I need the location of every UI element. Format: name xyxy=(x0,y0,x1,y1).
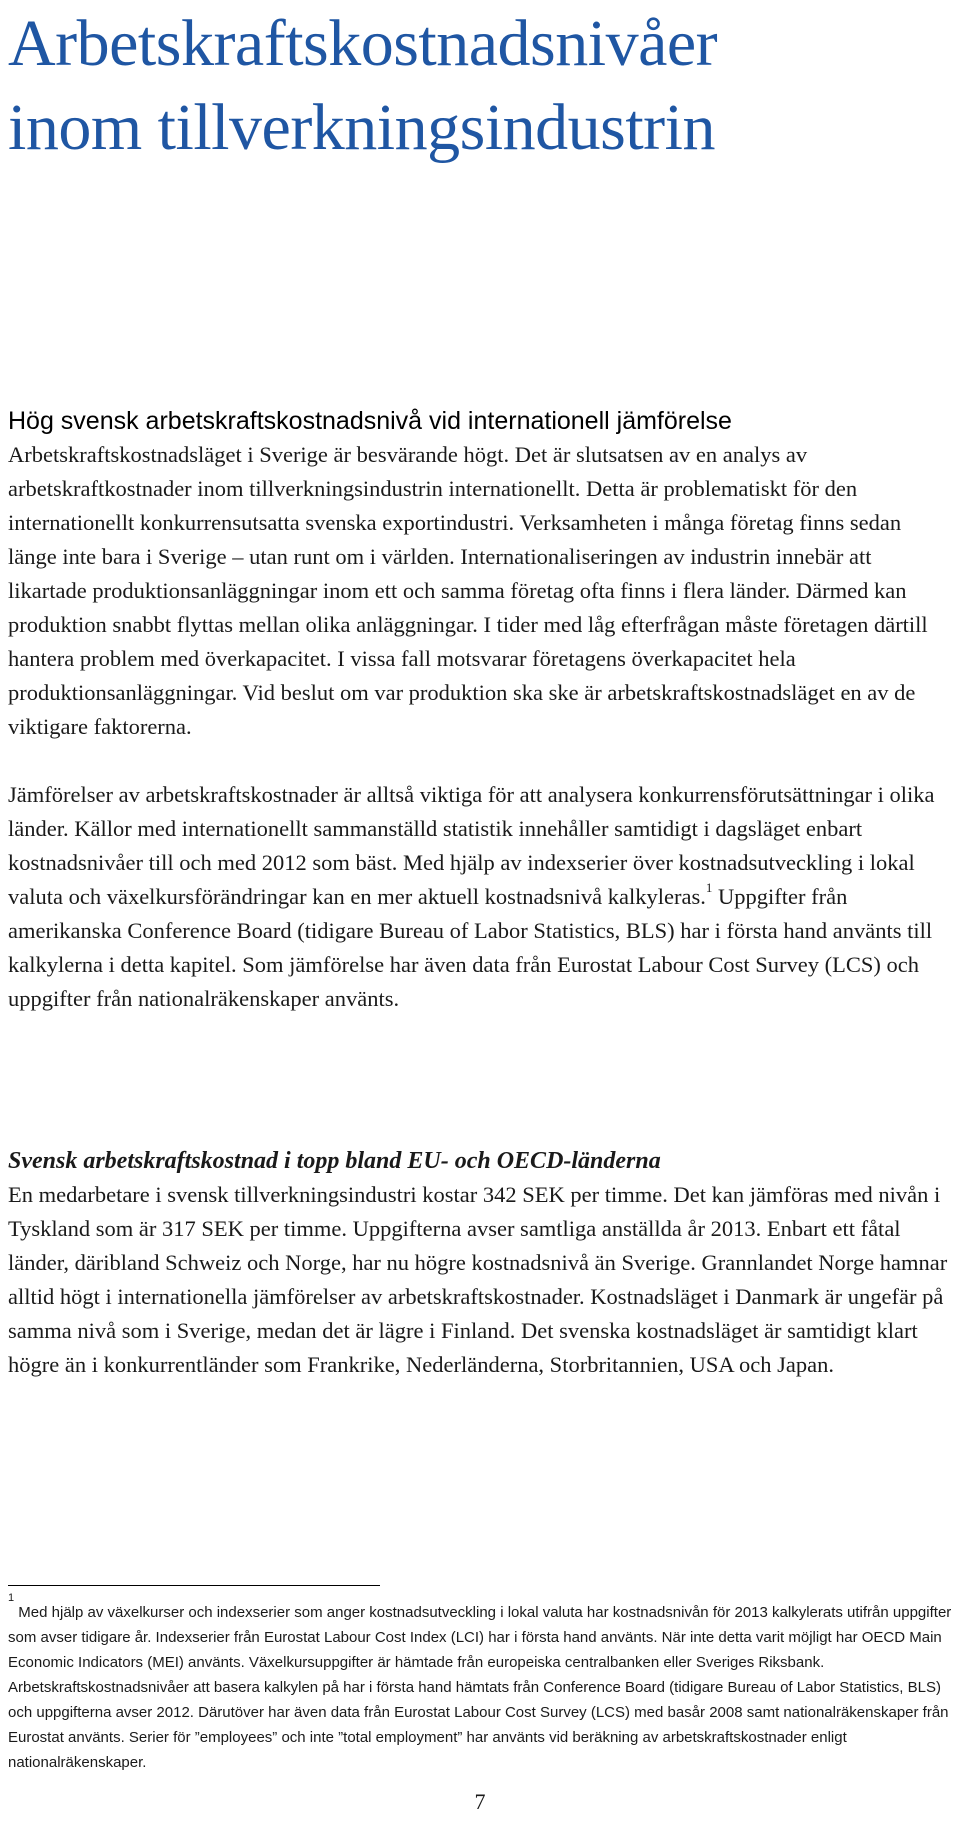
footnote xyxy=(8,1592,953,1775)
footnote-reference[interactable]: 1 xyxy=(705,879,713,895)
section-swedish-labour-cost-top xyxy=(8,1145,953,1382)
sub-heading: Svensk arbetskraftskostnad i topp bland EU- och OECD-länderna xyxy=(8,1148,661,1174)
footnote-divider xyxy=(8,1585,380,1586)
section-heading: Hög svensk arbetskraftskostnadsnivå vid internationell jämförelse xyxy=(8,407,732,435)
body-paragraph-2-text-b: Uppgifter från amerikanska Conference Board (tidigare Bureau of Labor Statistics, BLS) har i första hand använts till kalkylerna i detta kapitel. Som jämförelse har även data från Eurostat Labour Cost Survey (LCS) och uppgifter från nationalräkenskaper använts. xyxy=(8,884,933,1011)
chapter-title-line-1: Arbetskraftskostnadsnivåer xyxy=(8,7,718,80)
chapter-title xyxy=(8,2,948,170)
footnote-text: Med hjälp av växelkurser och indexserier som anger kostnadsutveckling i lokal valuta har kostnadsnivån för 2013 kalkylerats utifrån uppgifter som avser tidigare år. Indexserier från Eurostat Labour Cost Index (LCI) har i första hand använts. När inte detta varit möjligt har OECD Main Economic Indicators (MEI) använts. Växelkursuppgifter är hämtade från europeiska centralbanken eller Sveriges Riksbank. Arbetskraftskostnadsnivåer att basera kalkylen på har i första hand hämtats från Conference Board (tidigare Bureau of Labor Statistics, BLS) och uppgifterna avser 2012. Därutöver har även data från Eurostat Labour Cost Survey (LCS) med basår 2008 samt nationalräkenskaper från Eurostat använts. Serier för ”employees” och inte ”total employment” har använts vid beräkning av arbetskraftskostnader enligt nationalräkenskaper. xyxy=(8,1604,952,1771)
body-paragraph-1: Arbetskraftskostnadsläget i Sverige är besvärande högt. Det är slutsatsen av en analys av arbetskraftkostnader inom tillverkningsindustrin internationellt. Detta är problematiskt för den internationellt konkurrensutsatta svenska exportindustri. Verksamheten i många företag finns sedan länge inte bara i Sverige – utan runt om i världen. Internationaliseringen av industrin innebär att likartade produktionsanläggningar inom ett och samma företag ofta finns i flera länder. Därmed kan produktion snabbt flyttas mellan olika anläggningar. I tider med låg efterfrågan måste företagen därtill hantera problem med överkapacitet. I vissa fall motsvarar företagens överkapacitet hela produktionsanläggningar. Vid beslut om var produktion ska ske är arbetskraftskostnadsläget en av de viktigare faktorerna. xyxy=(8,442,928,739)
body-paragraph-3: En medarbetare i svensk tillverkningsindustri kostar 342 SEK per timme. Det kan jämföras med nivån i Tyskland som är 317 SEK per timme. Uppgifterna avser samtliga anställda år 2013. Enbart ett fåtal länder, däribland Schweiz och Norge, har nu högre kostnadsnivå än Sverige. Grannlandet Norge hamnar alltid högt i internationella jämförelser av arbetskraftskostnader. Kostnadsläget i Danmark är ungefär på samma nivå som i Sverige, medan det är lägre i Finland. Det svenska kostnadsläget är samtidigt klart högre än i konkurrentländer som Frankrike, Nederländerna, Storbritannien, USA och Japan. xyxy=(8,1182,948,1377)
section-high-cost-level xyxy=(8,404,953,1016)
body-paragraph-2-text-a: Jämförelser av arbetskraftskostnader är alltså viktiga för att analysera konkurrensförutsättningar i olika länder. Källor med internationellt sammanställd statistik innehåller samtidigt i dagsläget enbart kostnadsnivåer till och med 2012 som bäst. Med hjälp av indexserier över kostnadsutveckling i lokal valuta och växelkursförändringar kan en mer aktuell kostnadsnivå kalkyleras. xyxy=(8,782,935,909)
chapter-title-line-2: inom tillverkningsindustrin xyxy=(8,91,715,164)
page-number: 7 xyxy=(474,1789,486,1814)
footnote-marker: 1 xyxy=(8,1592,15,1604)
body-paragraph-2 xyxy=(8,778,953,1016)
